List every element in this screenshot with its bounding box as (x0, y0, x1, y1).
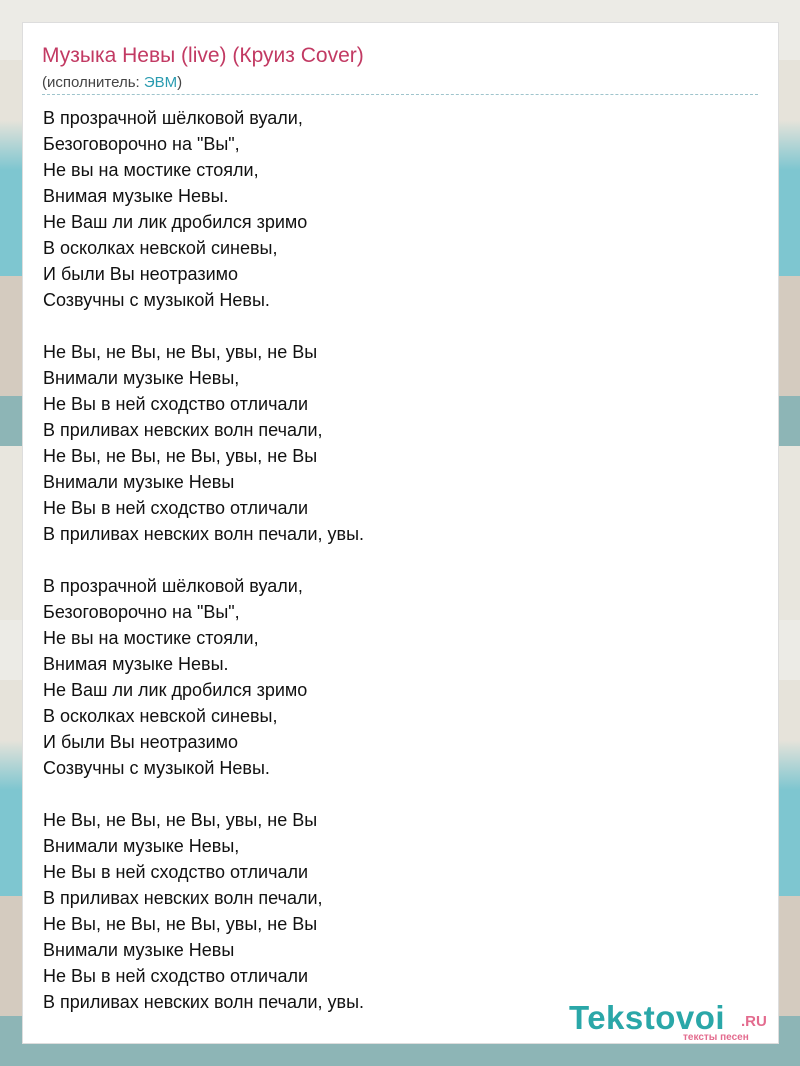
lyrics-line: Безоговорочно на "Вы", (43, 602, 240, 622)
artist-suffix: ) (177, 74, 183, 91)
lyrics-line: Не Вы, не Вы, не Вы, увы, не Вы (43, 914, 318, 934)
song-title: Музыка Невы (live) (Круиз Cover) (42, 44, 364, 67)
lyrics-stanza (43, 339, 743, 547)
logo-text: Tekstovoi (569, 999, 726, 1036)
lyrics-line: Не Ваш ли лик дробился зримо (43, 212, 308, 232)
lyrics-stanza (43, 807, 743, 1015)
lyrics-line: Не Вы в ней сходство отличали (43, 394, 309, 414)
lyrics-line: В приливах невских волн печали, (43, 888, 323, 908)
lyrics-line: Созвучны с музыкой Невы. (43, 290, 270, 310)
lyrics-line: Созвучны с музыкой Невы. (43, 758, 270, 778)
lyrics-line: Не вы на мостике стояли, (43, 160, 259, 180)
lyrics-line: Не Вы, не Вы, не Вы, увы, не Вы (43, 810, 318, 830)
lyrics-line: В прозрачной шёлковой вуали, (43, 108, 303, 128)
lyrics-line: Внимали музыке Невы, (43, 836, 240, 856)
lyrics-line: И были Вы неотразимо (43, 264, 239, 284)
artist-prefix: (исполнитель: (42, 74, 144, 91)
lyrics-line: Внимая музыке Невы. (43, 654, 229, 674)
lyrics-line: Не Вы в ней сходство отличали (43, 862, 309, 882)
lyrics-card (22, 22, 779, 1044)
lyrics-line: Не вы на мостике стояли, (43, 628, 259, 648)
lyrics-line: В приливах невских волн печали, увы. (43, 992, 365, 1012)
lyrics-line: Не Вы в ней сходство отличали (43, 966, 309, 986)
logo-tld: .RU (741, 1013, 767, 1030)
lyrics-stanza (43, 573, 743, 781)
lyrics-line: Внимали музыке Невы (43, 940, 235, 960)
lyrics-line: Не Ваш ли лик дробился зримо (43, 680, 308, 700)
site-logo[interactable] (569, 999, 779, 1045)
lyrics-line: В прозрачной шёлковой вуали, (43, 576, 303, 596)
artist-link[interactable]: ЭВМ (143, 74, 178, 91)
lyrics-body (43, 105, 743, 1041)
lyrics-line: Внимали музыке Невы, (43, 368, 240, 388)
logo-tagline: тексты песен (683, 1032, 749, 1043)
lyrics-line: В приливах невских волн печали, увы. (43, 524, 365, 544)
lyrics-line: Не Вы, не Вы, не Вы, увы, не Вы (43, 342, 318, 362)
lyrics-line: В приливах невских волн печали, (43, 420, 323, 440)
lyrics-line: В осколках невской синевы, (43, 238, 278, 258)
lyrics-line: И были Вы неотразимо (43, 732, 239, 752)
title-divider (42, 94, 758, 95)
artist-line (42, 73, 182, 93)
lyrics-line: Не Вы в ней сходство отличали (43, 498, 309, 518)
lyrics-line: Внимая музыке Невы. (43, 186, 229, 206)
lyrics-line: Внимали музыке Невы (43, 472, 235, 492)
lyrics-line: Безоговорочно на "Вы", (43, 134, 240, 154)
lyrics-stanza (43, 105, 743, 313)
lyrics-line: В осколках невской синевы, (43, 706, 278, 726)
lyrics-line: Не Вы, не Вы, не Вы, увы, не Вы (43, 446, 318, 466)
